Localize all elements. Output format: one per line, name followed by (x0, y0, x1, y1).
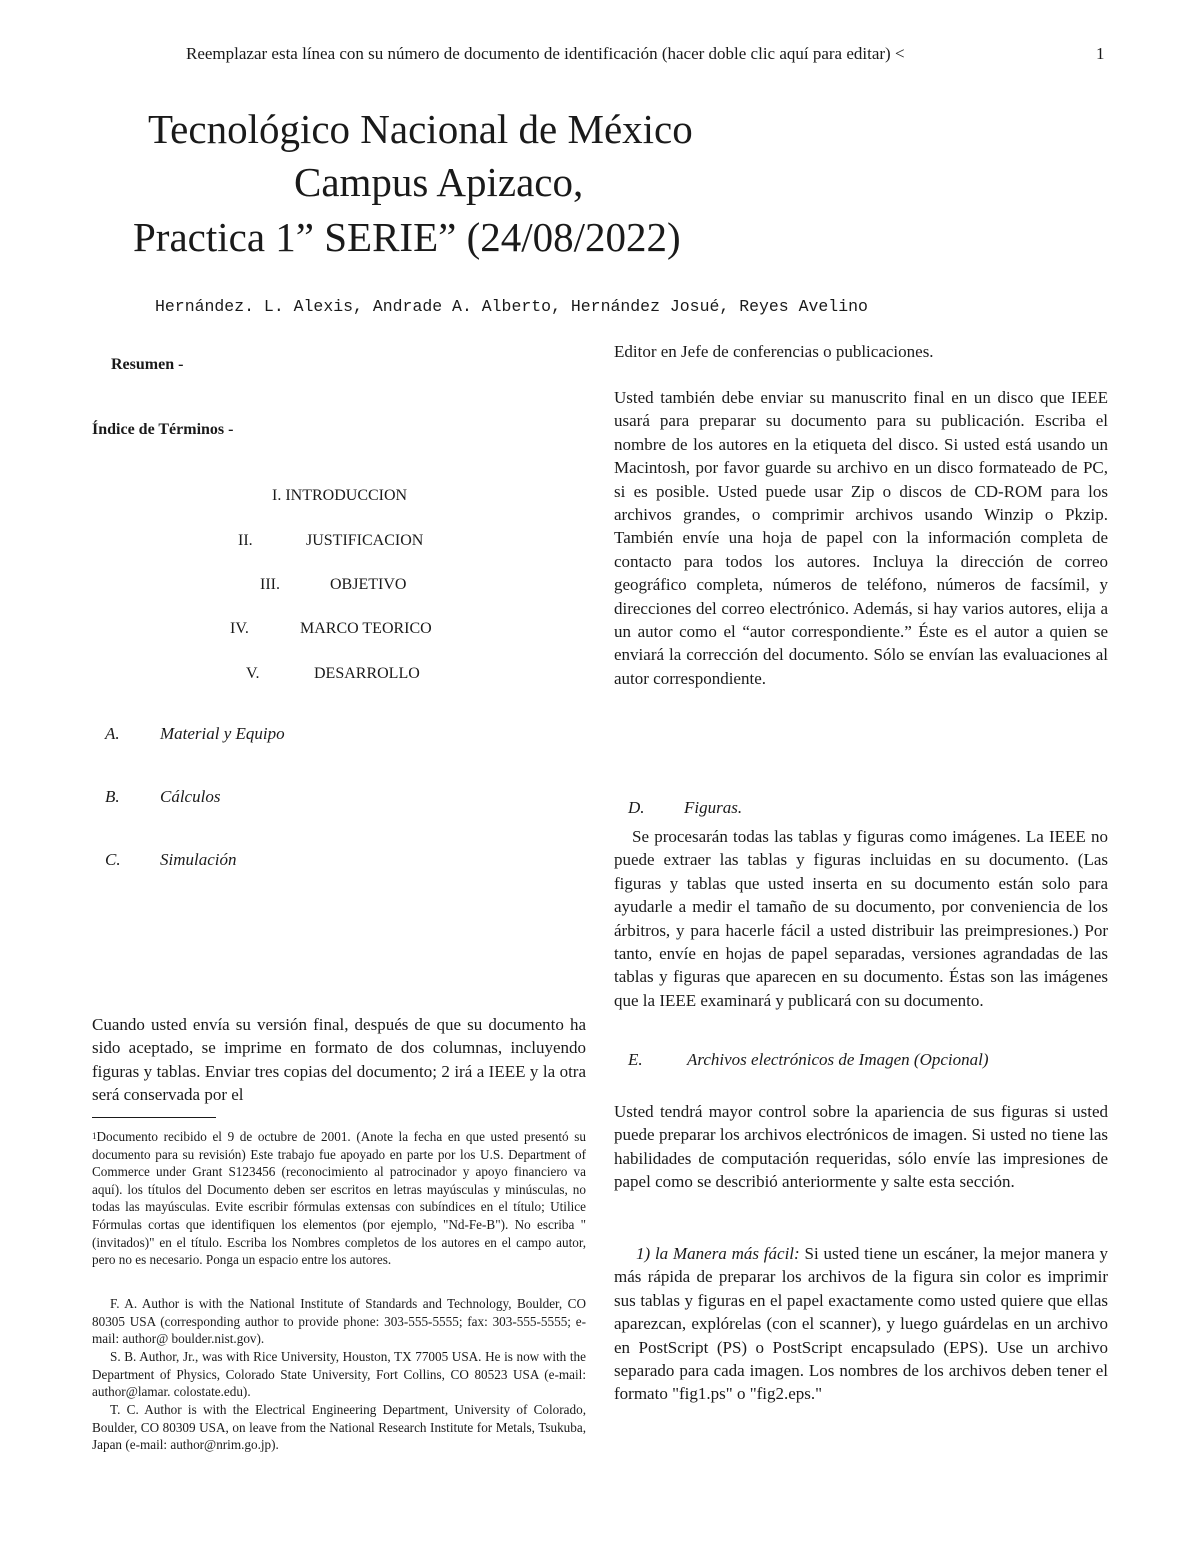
section-number: V. (246, 665, 260, 682)
figures-paragraph: Se procesarán todas las tablas y figuras como imágenes. La IEEE no puede extraer las tablas y figuras incluidas en su documento. (Las figuras y tablas que usted inserta en su documento están solo para ayudarle a medir el tamaño de su documento, por conveniencia de los árbitros, y para hacerle fácil a usted distribuir las preimpresiones.) Por tanto, envíe en hojas de papel separadas, versiones agrandadas de las tablas y figuras que aparecen en su documento. Éstas son las imágenes que la IEEE examinará y publicará con su documento. (614, 827, 1108, 1010)
left-body-paragraph: Cuando usted envía su versión final, después de que su documento ha sido aceptado, se imprime en formato de dos columnas, incluyendo figuras y tablas. Enviar tres copias del documento; 2 irá a IEEE y la otra será conservada por el (92, 1015, 586, 1105)
right-paragraph-1: Usted también debe enviar su manuscrito final en un disco que IEEE usará para preparar su documento para su publicación. Escriba el nombre de los autores en la etiqueta del disco. Si usted está usando un Macintosh, por favor guarde su archivo en un disco formateado de PC, si es posible. Usted puede usar Zip o discos de CD-ROM para los archivos grandes, o comprimir archivos usando Winzip o Pkzip. También envíe una hoja de papel con la información completa de contacto para todos los autores. Incluya la dirección de correo geográfico completa, números de teléfono, números de facsímil, y direcciones del correo electrónico. Además, si hay varios autores, elija a un autor como el “autor correspondiente.” Éste es el autor a quien se enviará la corrección del documento. Sólo se envían las evaluaciones al autor correspondiente. (614, 388, 1108, 688)
footnote-2: F. A. Author is with the National Institute of Standards and Technology, Boulder, CO 80305 USA (corresponding author to provide phone: 303-555-5555; fax: 303-555-5555; e-mail: author@ boulder.nist.gov). (92, 1296, 586, 1347)
section-number: I. (272, 487, 282, 504)
subsection-title: Figuras. (684, 798, 743, 817)
subsection-title: Material y Equipo (160, 724, 285, 743)
image-files-paragraph: Usted tendrá mayor control sobre la apariencia de sus figuras si usted puede preparar los archivos electrónicos de imagen. Si usted no tiene las habilidades de computación requeridas, sólo envíe las impresiones de papel como se describió anteriormente y salte esta sección. (614, 1102, 1108, 1192)
subsection-b (105, 787, 221, 807)
abstract-label: Resumen - (111, 356, 184, 373)
title-line-3: Practica 1” SERIE” (24/08/2022) (133, 214, 681, 260)
subsection-letter: D. (628, 798, 645, 817)
subsection-letter: A. (105, 724, 120, 743)
section-title: JUSTIFICACION (306, 532, 424, 549)
section-title: INTRODUCCION (285, 487, 408, 504)
title-line-2: Campus Apizaco, (294, 159, 584, 205)
subsection-title: Archivos electrónicos de Imagen (Opcional) (687, 1050, 989, 1069)
section-title: OBJETIVO (330, 576, 407, 593)
section-heading-3 (260, 576, 407, 594)
subsection-c (105, 850, 237, 870)
subsection-letter: C. (105, 850, 121, 869)
index-terms-label: Índice de Términos - (92, 421, 234, 438)
right-top-line: Editor en Jefe de conferencias o publicaciones. (614, 342, 934, 361)
subsection-d (628, 798, 743, 818)
section-heading-2 (238, 532, 424, 550)
section-title: MARCO TEORICO (300, 620, 432, 637)
section-heading-1 (272, 487, 407, 505)
footnote-1-text: Documento recibido el 9 de octubre de 2001. (Anote la fecha en que usted presentó su documento para su revisión) Este trabajo fue apoyado en parte por los U.S. Department of Commerce under Grant S123456 (reconocimiento al patrocinador y apoyo financiero va aquí). los títulos del Documento deben ser escritos en letras mayúsculas y minúsculas, no todas las mayúsculas. Evite escribir fórmulas extensas con subíndices en el título; Utilice Fórmulas cortas que identifiquen los elementos (por ejemplo, "Nd-Fe-B"). No escriba "(invitados)" en el título. Escriba los Nombres completos de los autores en el campo autor, pero no es necesario. Ponga un espacio entre los autores. (92, 1129, 586, 1268)
footnote-4: T. C. Author is with the Electrical Engineering Department, University of Colorado, Boulder, CO 80309 USA, on leave from the National Research Institute for Metals, Tsukuba, Japan (e-mail: author@nrim.go.jp). (92, 1402, 586, 1453)
easy-way-label: 1) la Manera más fácil: (636, 1244, 800, 1263)
section-title: DESARROLLO (314, 665, 420, 682)
running-header: Reemplazar esta línea con su número de documento de identificación (hacer doble clic aquí para editar) < (186, 44, 905, 63)
section-number: IV. (230, 620, 249, 637)
subsection-title: Simulación (160, 850, 237, 869)
footnote-3: S. B. Author, Jr., was with Rice University, Houston, TX 77005 USA. He is now with the Department of Physics, Colorado State University, Fort Collins, CO 80523 USA (e-mail: author@lamar. colostate.edu). (92, 1349, 586, 1400)
subsection-e (628, 1050, 989, 1070)
footnote-marker: 1 (92, 1131, 97, 1141)
title-line-1: Tecnológico Nacional de México (148, 106, 693, 152)
subsection-title: Cálculos (160, 787, 221, 806)
footnote-1 (92, 1128, 586, 1269)
section-heading-5 (246, 665, 420, 683)
subsection-a (105, 724, 285, 744)
subsection-letter: B. (105, 787, 120, 806)
easy-way-text: Si usted tiene un escáner, la mejor manera y más rápida de preparar los archivos de la figura sin color es imprimir sus tablas y figuras en el papel exactamente como usted quiere que ellas aparezcan, explórelas (con el scanner), y luego guárdelas en un archivo en PostScript (PS) o PostScript encapsulado (EPS). Use un archivo separado para cada imagen. Los nombres de los archivos deben tener el formato "fig1.ps" o "fig2.eps." (614, 1244, 1108, 1404)
subsection-letter: E. (628, 1050, 643, 1069)
authors-line: Hernández. L. Alexis, Andrade A. Alberto, Hernández Josué, Reyes Avelino (155, 297, 868, 316)
footnote-divider (92, 1117, 216, 1118)
section-heading-4 (230, 620, 432, 638)
page-number: 1 (1096, 44, 1105, 63)
section-number: III. (260, 576, 280, 593)
section-number: II. (238, 532, 253, 549)
easy-way-paragraph (614, 1242, 1108, 1406)
